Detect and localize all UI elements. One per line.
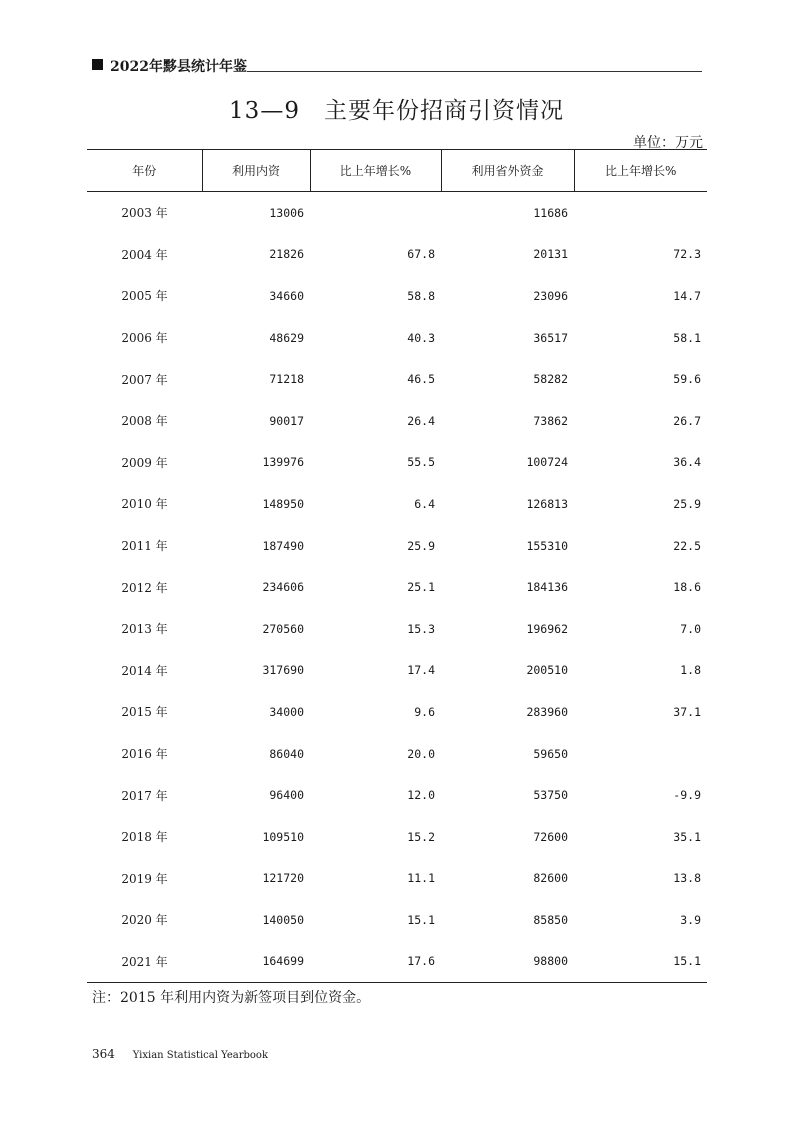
cell-domestic-capital: 71218 <box>269 372 304 387</box>
cell-out-of-province-capital: 73862 <box>533 413 568 428</box>
table-row <box>87 234 707 276</box>
cell-out-of-province-growth: 59.6 <box>673 372 701 387</box>
cell-domestic-capital: 90017 <box>269 413 304 428</box>
cell-out-of-province-growth <box>574 192 707 234</box>
cell-domestic-capital: 109510 <box>262 829 304 844</box>
table-row <box>87 650 707 692</box>
cell-year: 2013 年 <box>121 622 168 637</box>
cell-year: 2003 年 <box>121 206 168 221</box>
cell-domestic-capital: 96400 <box>269 788 304 803</box>
cell-domestic-growth: 26.4 <box>407 413 435 428</box>
cell-domestic-capital: 13006 <box>269 205 304 220</box>
table-row <box>87 608 707 650</box>
cell-domestic-capital: 234606 <box>262 580 304 595</box>
table-header-row <box>87 150 707 192</box>
cell-domestic-growth: 15.3 <box>407 621 435 636</box>
cell-out-of-province-capital: 59650 <box>533 746 568 761</box>
cell-domestic-capital: 139976 <box>262 455 304 470</box>
cell-out-of-province-capital: 184136 <box>526 580 568 595</box>
cell-year: 2018 年 <box>121 830 168 845</box>
table-row <box>87 566 707 608</box>
cell-out-of-province-growth: 35.1 <box>673 829 701 844</box>
table-title: 13—9 主要年份招商引资情况 <box>229 98 564 124</box>
table-row <box>87 858 707 900</box>
table-row <box>87 192 707 234</box>
table-note: 注：2015 年利用内资为新签项目到位资金。 <box>92 990 371 1006</box>
cell-out-of-province-capital: 200510 <box>526 663 568 678</box>
col-header-year: 年份 <box>87 150 202 192</box>
cell-out-of-province-growth <box>574 733 707 775</box>
table-row <box>87 483 707 525</box>
cell-domestic-growth: 15.2 <box>407 829 435 844</box>
cell-domestic-growth: 55.5 <box>407 455 435 470</box>
cell-domestic-capital: 270560 <box>262 621 304 636</box>
cell-out-of-province-growth: 14.7 <box>673 288 701 303</box>
cell-domestic-growth <box>310 192 441 234</box>
cell-year: 2012 年 <box>121 580 168 595</box>
cell-year: 2011 年 <box>121 539 168 554</box>
table-row <box>87 358 707 400</box>
table-row <box>87 400 707 442</box>
cell-out-of-province-capital: 155310 <box>526 538 568 553</box>
cell-domestic-growth: 11.1 <box>407 871 435 886</box>
cell-domestic-capital: 148950 <box>262 496 304 511</box>
cell-out-of-province-growth: 25.9 <box>673 496 701 511</box>
table-row <box>87 442 707 484</box>
investment-table <box>87 149 707 983</box>
cell-out-of-province-capital: 82600 <box>533 871 568 886</box>
header-rule <box>247 71 702 72</box>
cell-year: 2019 年 <box>121 871 168 886</box>
table-row <box>87 733 707 775</box>
cell-year: 2005 年 <box>121 289 168 304</box>
col-header-domestic-capital: 利用内资 <box>202 150 310 192</box>
cell-domestic-capital: 140050 <box>262 912 304 927</box>
cell-year: 2017 年 <box>121 788 168 803</box>
cell-domestic-growth: 20.0 <box>407 746 435 761</box>
cell-domestic-growth: 58.8 <box>407 288 435 303</box>
cell-domestic-capital: 34660 <box>269 288 304 303</box>
cell-domestic-growth: 25.1 <box>407 580 435 595</box>
cell-domestic-capital: 86040 <box>269 746 304 761</box>
cell-domestic-growth: 25.9 <box>407 538 435 553</box>
cell-out-of-province-capital: 58282 <box>533 372 568 387</box>
cell-domestic-growth: 46.5 <box>407 372 435 387</box>
cell-out-of-province-growth: 15.1 <box>574 941 707 983</box>
cell-out-of-province-growth: 7.0 <box>680 621 701 636</box>
cell-out-of-province-growth: 13.8 <box>673 871 701 886</box>
cell-out-of-province-growth: 58.1 <box>673 330 701 345</box>
cell-year: 2010 年 <box>121 497 168 512</box>
cell-domestic-growth: 67.8 <box>407 247 435 262</box>
cell-out-of-province-growth: 22.5 <box>673 538 701 553</box>
cell-out-of-province-capital: 100724 <box>526 455 568 470</box>
cell-out-of-province-growth: 3.9 <box>680 912 701 927</box>
cell-out-of-province-capital: 53750 <box>533 788 568 803</box>
cell-domestic-growth: 17.4 <box>407 663 435 678</box>
unit-label: 单位：万元 <box>633 135 703 151</box>
cell-domestic-growth: 15.1 <box>407 912 435 927</box>
cell-year: 2006 年 <box>121 331 168 346</box>
cell-year: 2007 年 <box>121 372 168 387</box>
cell-out-of-province-capital: 85850 <box>533 912 568 927</box>
cell-domestic-growth: 6.4 <box>414 496 435 511</box>
cell-year: 2009 年 <box>121 455 168 470</box>
cell-out-of-province-growth: 37.1 <box>673 704 701 719</box>
cell-out-of-province-capital: 126813 <box>526 496 568 511</box>
cell-domestic-capital: 34000 <box>269 704 304 719</box>
cell-domestic-capital: 187490 <box>262 538 304 553</box>
cell-out-of-province-capital: 20131 <box>533 247 568 262</box>
cell-out-of-province-capital: 72600 <box>533 829 568 844</box>
cell-out-of-province-growth: 18.6 <box>673 580 701 595</box>
table-body <box>87 192 707 983</box>
book-title: Yixian Statistical Yearbook <box>132 1050 269 1061</box>
cell-domestic-growth: 12.0 <box>407 788 435 803</box>
cell-domestic-growth: 9.6 <box>414 704 435 719</box>
col-header-domestic-growth: 比上年增长% <box>310 150 441 192</box>
page-number: 364 <box>92 1047 115 1061</box>
cell-out-of-province-capital: 196962 <box>526 621 568 636</box>
cell-domestic-growth: 17.6 <box>310 941 441 983</box>
table-row <box>87 899 707 941</box>
cell-domestic-capital: 48629 <box>269 330 304 345</box>
cell-out-of-province-growth: 72.3 <box>673 247 701 262</box>
page-footer <box>92 1047 268 1061</box>
cell-domestic-capital: 121720 <box>262 871 304 886</box>
cell-year: 2004 年 <box>121 247 168 262</box>
cell-out-of-province-growth: -9.9 <box>673 788 701 803</box>
cell-out-of-province-capital: 23096 <box>533 288 568 303</box>
cell-domestic-capital: 164699 <box>202 941 310 983</box>
header-square-icon <box>92 59 103 70</box>
col-header-out-of-province-capital: 利用省外资金 <box>441 150 574 192</box>
cell-out-of-province-capital: 11686 <box>533 205 568 220</box>
table-row <box>87 275 707 317</box>
cell-out-of-province-capital: 283960 <box>526 704 568 719</box>
cell-year: 2021 年 <box>87 941 202 983</box>
table-row <box>87 774 707 816</box>
table-row <box>87 941 707 983</box>
cell-year: 2016 年 <box>121 747 168 762</box>
cell-year: 2008 年 <box>121 414 168 429</box>
table-row <box>87 525 707 567</box>
table-row <box>87 317 707 359</box>
cell-out-of-province-capital: 98800 <box>441 941 574 983</box>
cell-year: 2015 年 <box>121 705 168 720</box>
cell-year: 2020 年 <box>121 913 168 928</box>
running-header <box>92 56 702 76</box>
cell-year: 2014 年 <box>121 663 168 678</box>
cell-out-of-province-growth: 26.7 <box>673 413 701 428</box>
running-title: 2022年黟县统计年鉴 <box>110 59 247 75</box>
cell-domestic-capital: 21826 <box>269 247 304 262</box>
cell-out-of-province-growth: 1.8 <box>680 663 701 678</box>
cell-domestic-growth: 40.3 <box>407 330 435 345</box>
cell-out-of-province-growth: 36.4 <box>673 455 701 470</box>
col-header-out-of-province-growth: 比上年增长% <box>574 150 707 192</box>
table-row <box>87 816 707 858</box>
table-row <box>87 691 707 733</box>
cell-out-of-province-capital: 36517 <box>533 330 568 345</box>
cell-domestic-capital: 317690 <box>262 663 304 678</box>
